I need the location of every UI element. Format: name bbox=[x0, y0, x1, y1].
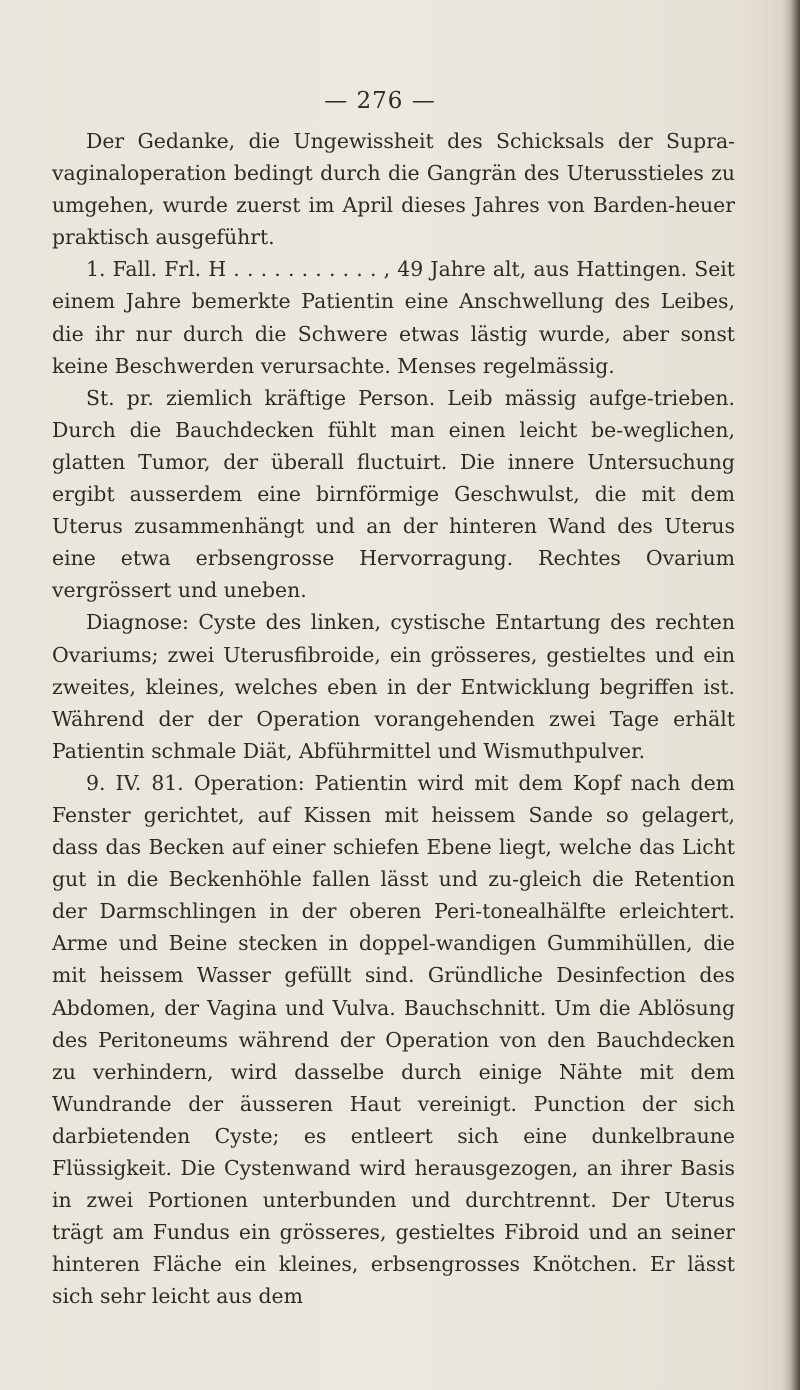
paragraph-operation: 9. IV. 81. Operation: Patientin wird mit dem Kopf nach dem Fenster gerichtet, auf Kissen mit heissem Sande so gelagert, dass das Becken auf einer schiefen Ebene liegt, welche das Licht gut in die Beckenhöhle fallen lässt und zu-gleich die Retention der Darmschlingen in der oberen Peri-tonealhälfte erleichtert. Arme und Beine stecken in doppel-wandigen Gummihüllen, die mit heissem Wasser gefüllt sind. Gründliche Desinfection des Abdomen, der Vagina und Vulva. Bauchschnitt. Um die Ablösung des Peritoneums während der Operation von den Bauchdecken zu verhindern, wird dasselbe durch einige Nähte mit dem Wundrande der äusseren Haut vereinigt. Punction der sich darbietenden Cyste; es entleert sich eine dunkelbraune Flüssigkeit. Die Cystenwand wird herausgezogen, an ihrer Basis in zwei Portionen unterbunden und durchtrennt. Der Uterus trägt am Fundus ein grösseres, gestieltes Fibroid und an seiner hinteren Fläche ein kleines, erbsengrosses Knötchen. Er lässt sich sehr leicht aus dem bbox=[52, 770, 735, 1309]
body-text bbox=[52, 125, 735, 1312]
paragraph-status-praesens: St. pr. ziemlich kräftige Person. Leib mässig aufge-trieben. Durch die Bauchdecken fühlt man einen leicht be-weglichen, glatten Tumor, der überall fluctuirt. Die innere Untersuchung ergibt ausserdem eine birnförmige Geschwulst, die mit dem Uterus zusammenhängt und an der hinteren Wand des Uterus eine etwa erbsengrosse Hervorragung. Rechtes Ovarium vergrössert und uneben. bbox=[52, 385, 735, 603]
paragraph-diagnosis: Diagnose: Cyste des linken, cystische Entartung des rechten Ovariums; zwei Uterusfibroide, ein grösseres, gestieltes und ein zweites, kleines, welches eben in der Entwicklung begriffen ist. Während der der Operation vorangehenden zwei Tage erhält Patientin schmale Diät, Abführmittel und Wismuthpulver. bbox=[52, 610, 735, 763]
paragraph-intro: Der Gedanke, die Ungewissheit des Schicksals der Supra-vaginaloperation bedingt durch die Gangrän des Uterusstieles zu umgehen, wurde zuerst im April dieses Jahres von Barden-heuer praktisch ausgeführt. bbox=[52, 129, 735, 250]
book-binding-edge bbox=[782, 0, 800, 1390]
page-number-header: — 276 — bbox=[324, 88, 436, 114]
paragraph-case-1: 1. Fall. Frl. H . . . . . . . . . . . , 49 Jahre alt, aus Hattingen. Seit einem Jahre bemerkte Patientin eine Anschwellung des Leibes, die ihr nur durch die Schwere etwas lästig wurde, aber sonst keine Beschwerden verursachte. Menses regelmässig. bbox=[52, 257, 735, 378]
